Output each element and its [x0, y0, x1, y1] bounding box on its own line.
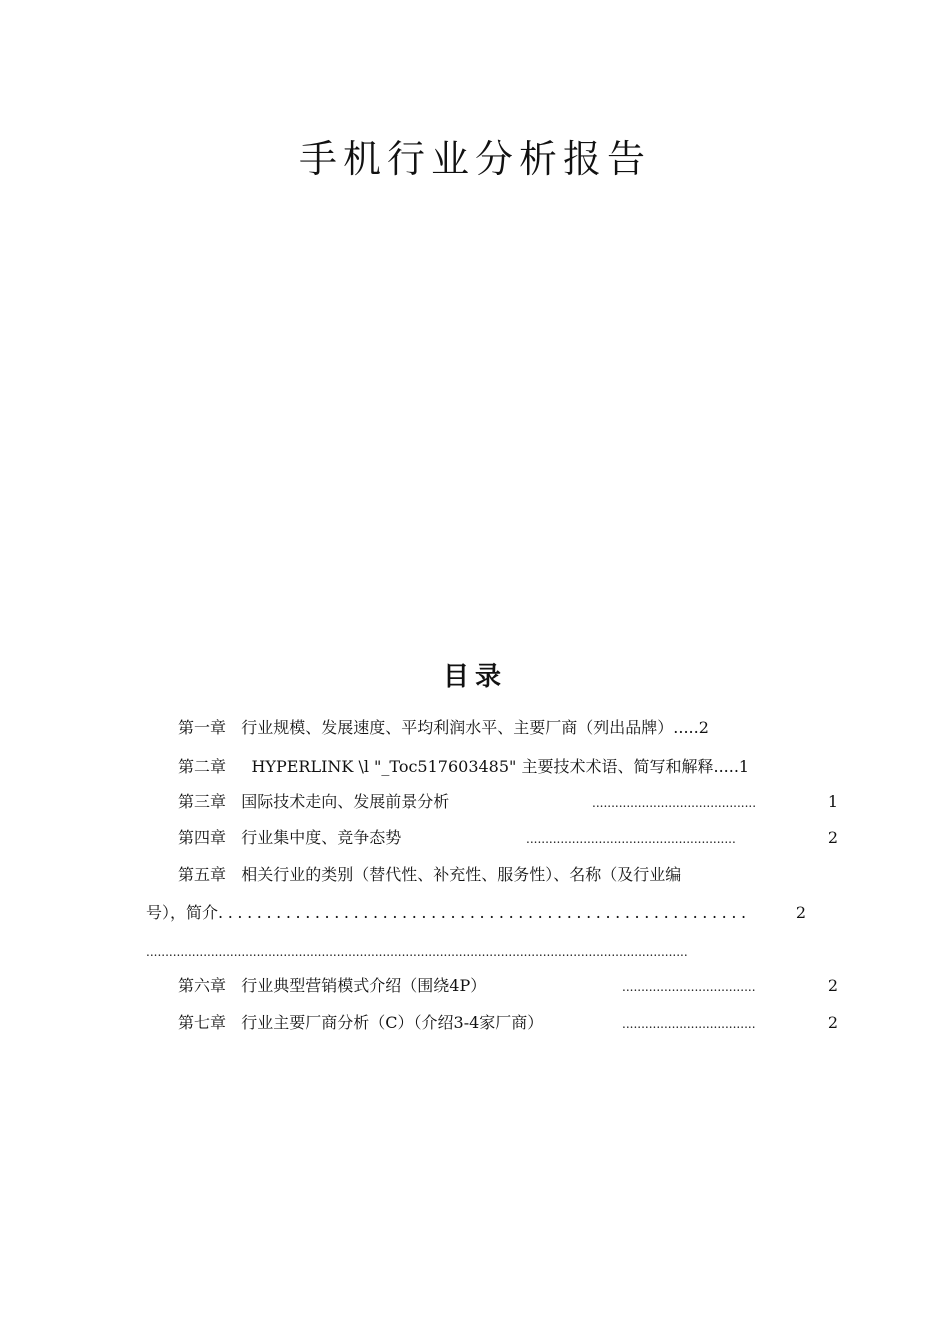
toc-dots: ....................................................... — [526, 832, 736, 846]
toc-entry-text: 行业规模、发展速度、平均利润水平、主要厂商（列出品牌） — [241, 718, 674, 737]
toc-entry-text: 行业主要厂商分析（C）（介绍3-4家厂商） — [241, 1013, 544, 1032]
toc-chapter: 第一章 — [178, 718, 227, 737]
toc-entry-3[interactable] — [146, 791, 838, 813]
toc-chapter: 第四章 — [178, 828, 227, 847]
toc-heading: 目录 — [442, 662, 507, 692]
toc-entry-6[interactable] — [146, 975, 838, 997]
toc-page-number: 2 — [827, 976, 838, 995]
toc-entry-text-continued: 号），简介 — [146, 903, 219, 922]
toc-entry-text: HYPERLINK \l "_Toc517603485" 主要技术术语、简写和解释 — [246, 757, 714, 776]
toc-entry-5[interactable] — [146, 864, 838, 886]
toc-chapter: 第五章 — [178, 865, 227, 884]
toc-chapter: 第六章 — [178, 976, 227, 995]
toc-page-number: 2 — [827, 1013, 838, 1032]
toc-entry-text: 国际技术走向、发展前景分析 — [241, 792, 450, 811]
toc-dots: ....................................................... — [218, 903, 751, 922]
toc-entry-text: 相关行业的类别（替代性、补充性、服务性）、名称（及行业编 — [241, 865, 682, 884]
toc-chapter: 第三章 — [178, 792, 227, 811]
toc-entry-1[interactable] — [146, 717, 838, 739]
toc-leader-line — [146, 940, 806, 962]
toc-extra-dots: .............................................................................................................................................. — [146, 945, 688, 959]
toc-dots: ..... — [713, 757, 739, 776]
toc-dots: ................................... — [622, 980, 756, 994]
toc-entry-7[interactable] — [146, 1012, 838, 1034]
toc-entry-5-continuation[interactable] — [146, 902, 806, 924]
toc-page-number: 1 — [827, 792, 838, 811]
toc-page-number: 2 — [698, 718, 709, 737]
toc-page-number: 2 — [795, 903, 806, 922]
toc-dots: ........................................... — [592, 796, 757, 810]
toc-dots: ................................... — [622, 1017, 756, 1031]
toc-entry-text: 行业集中度、竞争态势 — [241, 828, 402, 847]
toc-dots: ..... — [673, 718, 699, 737]
toc-chapter: 第七章 — [178, 1013, 227, 1032]
toc-page-number: 1 — [738, 757, 750, 776]
document-title: 手机行业分析报告 — [298, 137, 651, 181]
toc-entry-2[interactable] — [146, 756, 838, 778]
toc-page-number: 2 — [827, 828, 838, 847]
toc-entry-4[interactable] — [146, 827, 838, 849]
toc-chapter: 第二章 — [178, 757, 227, 776]
toc-entry-text: 行业典型营销模式介绍（围绕4P） — [241, 976, 487, 995]
